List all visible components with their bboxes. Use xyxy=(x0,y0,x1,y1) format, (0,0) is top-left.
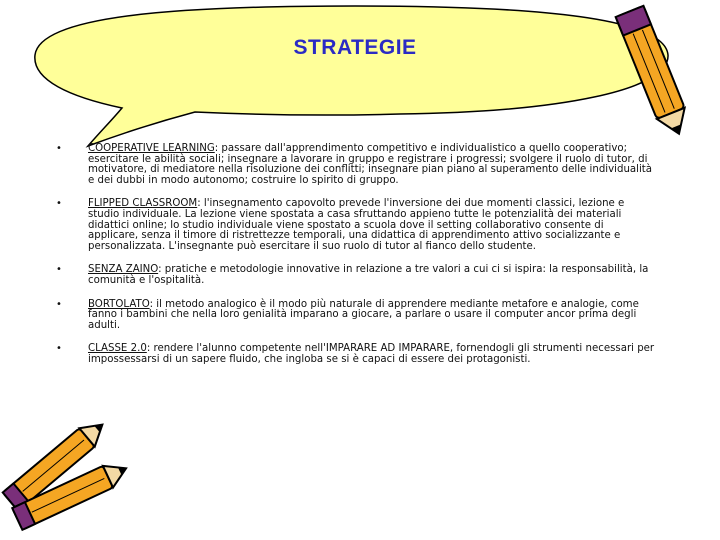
bullet-glyph: • xyxy=(56,264,62,276)
list-item xyxy=(56,265,656,286)
item-heading: BORTOLATO xyxy=(88,298,150,310)
bullet-glyph: • xyxy=(56,298,62,310)
list-item xyxy=(56,199,656,252)
item-heading: FLIPPED CLASSROOM xyxy=(88,198,198,210)
item-heading: SENZA ZAINO xyxy=(88,264,159,276)
list-item xyxy=(56,144,656,186)
list-item xyxy=(56,344,656,365)
item-text: : pratiche e metodologie innovative in relazione a tre valori a cui ci si ispira: la responsabilità, la comunità e l'ospitalità. xyxy=(88,264,649,286)
item-text: : il metodo analogico è il modo più naturale di apprendere mediante metafore e analogie, come fanno i bambini che nella loro genialità imparano a giocare, a parlare o usare il computer ancor prima degli adulti. xyxy=(88,298,639,331)
bullet-glyph: • xyxy=(56,198,62,210)
pencils-icon xyxy=(0,400,140,540)
bullet-glyph: • xyxy=(56,343,62,355)
item-text: : rendere l'alunno competente nell'IMPARARE AD IMPARARE, fornendogli gli strumenti necessari per impossessarsi di un sapere fluido, che ingloba se si è capaci di essere dei protagonisti. xyxy=(88,343,655,365)
item-heading: CLASSE 2.0 xyxy=(88,343,147,355)
bullet-glyph: • xyxy=(56,143,62,154)
list-item xyxy=(56,300,656,332)
item-text: : passare dall'apprendimento competitivo e individualistico a quello cooperativo; esercitare le abilità sociali; insegnare a lavorare in gruppo e registrare i progressi; svolgere il ruolo di tutor, di motivatore, di mediatore nella risoluzione dei conflitti; insegnare pian piano al superamento delle individualità e dei dubbi in modo autonomo; costruire lo spirito di gruppo. xyxy=(88,143,653,186)
item-text: : l'insegnamento capovolto prevede l'inversione dei due momenti classici, lezione e studio individuale. La lezione viene spostata a casa sfruttando appieno tutte le potenzialità dei materiali didattici online; lo studio individuale viene spostato a scuola dove il setting collaborativo consente di applicare, senza il timore di ristrettezze temporali, una didattica di apprendimento attivo socializzante e personalizzata. L'insegnante può esercitare il suo ruolo di tutor al fianco dello studente. xyxy=(88,198,625,252)
page-title: STRATEGIE xyxy=(293,36,417,59)
item-heading: COOPERATIVE LEARNING xyxy=(88,143,215,154)
strategies-list xyxy=(56,144,656,379)
pencil-icon xyxy=(580,0,720,150)
